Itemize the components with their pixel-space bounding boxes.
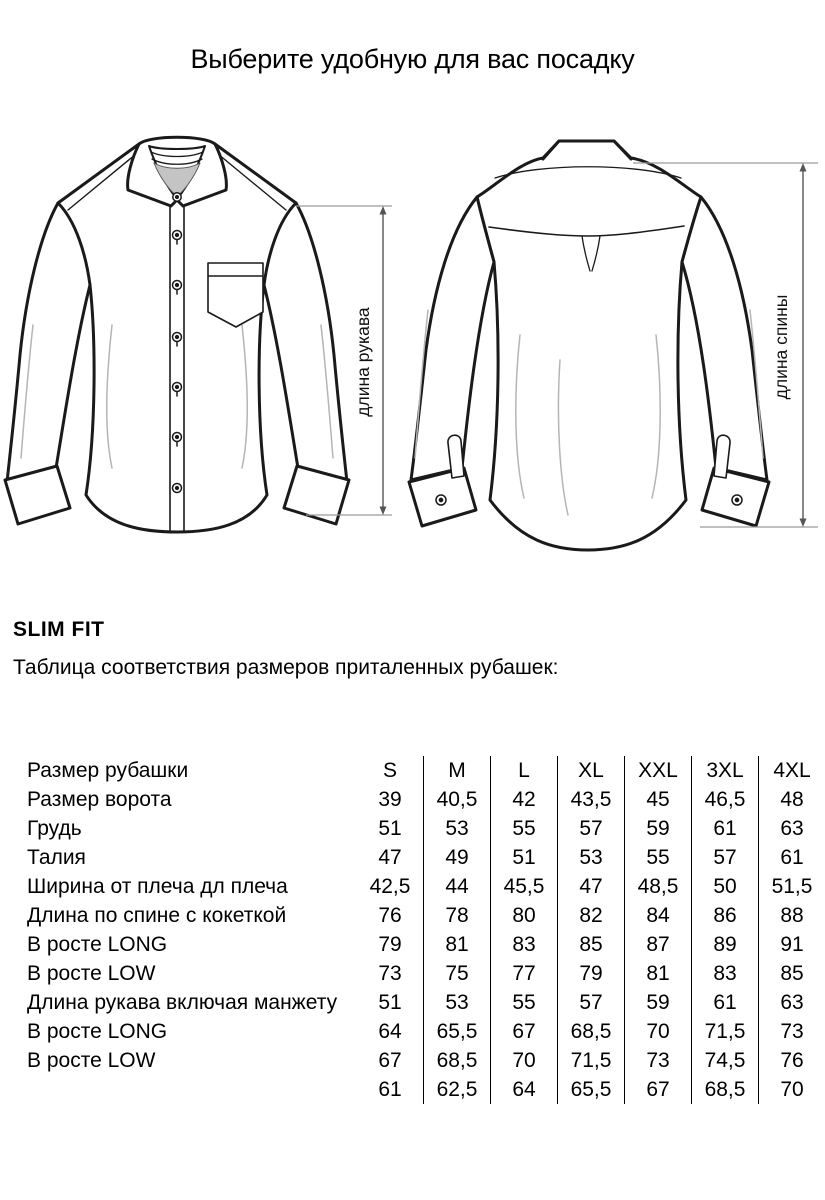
value-cell: 81	[625, 959, 692, 988]
arrow-up-icon	[380, 206, 387, 215]
size-cell: L	[491, 756, 558, 785]
value-cell: 64	[491, 1075, 558, 1104]
value-cell: 81	[424, 930, 491, 959]
value-cell: 65,5	[558, 1075, 625, 1104]
value-cell: 79	[378, 933, 402, 956]
value-cell: 47	[558, 872, 625, 901]
table-row	[27, 1017, 825, 1046]
value-cell: 74,5	[692, 1046, 759, 1075]
row-label: В росте LONG	[27, 1020, 168, 1043]
value-cell: 44	[424, 872, 491, 901]
value-cell: 53	[424, 988, 491, 1017]
value-cell: 71,5	[692, 1017, 759, 1046]
value-cell: 85	[558, 930, 625, 959]
size-cell: S	[382, 759, 397, 782]
shirt-back-illustration	[409, 141, 769, 550]
value-cell: 48,5	[625, 872, 692, 901]
value-cell: 68,5	[692, 1075, 759, 1104]
value-cell: 39	[378, 788, 402, 811]
shirt-size-diagram	[0, 100, 825, 570]
value-cell: 47	[378, 846, 402, 869]
value-cell: 83	[491, 930, 558, 959]
value-cell: 64	[378, 1020, 402, 1043]
value-cell: 53	[424, 814, 491, 843]
value-cell: 51	[378, 991, 402, 1014]
row-label: Талия	[27, 846, 86, 869]
sleeve-length-label: длина рукава	[353, 307, 373, 417]
arrow-up-icon	[800, 163, 807, 172]
value-cell: 83	[692, 959, 759, 988]
value-cell: 55	[491, 988, 558, 1017]
table-row	[27, 814, 825, 843]
value-cell: 51	[378, 817, 402, 840]
value-cell: 50	[692, 872, 759, 901]
value-cell: 61	[692, 988, 759, 1017]
size-cell: M	[424, 756, 491, 785]
value-cell: 71,5	[558, 1046, 625, 1075]
row-label: Длина по спине с кокеткой	[27, 904, 287, 927]
value-cell: 80	[491, 901, 558, 930]
value-cell: 68,5	[558, 1017, 625, 1046]
value-cell: 59	[625, 814, 692, 843]
row-label: В росте LONG	[27, 933, 168, 956]
row-label: Размер ворота	[27, 788, 172, 811]
front-sleeve-left	[7, 203, 90, 482]
value-cell: 67	[491, 1017, 558, 1046]
value-cell: 61	[378, 1078, 402, 1101]
value-cell: 67	[625, 1075, 692, 1104]
value-cell: 61	[692, 814, 759, 843]
value-cell: 87	[625, 930, 692, 959]
value-cell: 91	[759, 930, 825, 959]
table-row-header	[27, 756, 825, 785]
value-cell: 62,5	[424, 1075, 491, 1104]
page-title: Выберите удобную для вас посадку	[190, 44, 635, 74]
value-cell: 57	[558, 988, 625, 1017]
value-cell: 84	[625, 901, 692, 930]
size-cell: XL	[558, 756, 625, 785]
back-length-label: длина спины	[771, 294, 791, 400]
size-cell: 4XL	[759, 756, 825, 785]
table-row	[27, 901, 825, 930]
value-cell: 65,5	[424, 1017, 491, 1046]
value-cell: 79	[558, 959, 625, 988]
value-cell: 53	[558, 843, 625, 872]
value-cell: 73	[378, 962, 402, 985]
value-cell: 78	[424, 901, 491, 930]
table-row	[27, 930, 825, 959]
row-label: Грудь	[27, 817, 82, 840]
value-cell: 45	[625, 785, 692, 814]
table-row	[27, 1075, 825, 1104]
size-cell: XXL	[625, 756, 692, 785]
value-cell: 70	[625, 1017, 692, 1046]
value-cell: 70	[759, 1075, 825, 1104]
value-cell: 43,5	[558, 785, 625, 814]
value-cell: 49	[424, 843, 491, 872]
value-cell: 75	[424, 959, 491, 988]
value-cell: 63	[759, 988, 825, 1017]
table-row	[27, 843, 825, 872]
table-row	[27, 872, 825, 901]
table-subtitle: Таблица соответствия размеров приталенных рубашек:	[13, 656, 559, 679]
fit-heading: SLIM FIT	[13, 618, 105, 641]
value-cell: 68,5	[424, 1046, 491, 1075]
value-cell: 73	[625, 1046, 692, 1075]
value-cell: 88	[759, 901, 825, 930]
value-cell: 67	[378, 1049, 402, 1072]
arrow-down-icon	[380, 507, 387, 516]
value-cell: 51	[491, 843, 558, 872]
row-label: В росте LOW	[27, 962, 156, 985]
table-row	[27, 988, 825, 1017]
table-row	[27, 785, 825, 814]
value-cell: 57	[692, 843, 759, 872]
value-cell: 76	[378, 904, 402, 927]
value-cell: 61	[759, 843, 825, 872]
row-label: В росте LOW	[27, 1049, 156, 1072]
row-label: Длина рукава включая манжету	[27, 991, 338, 1014]
value-cell: 59	[625, 988, 692, 1017]
row-label: Размер рубашки	[27, 759, 189, 782]
value-cell: 63	[759, 814, 825, 843]
value-cell: 51,5	[759, 872, 825, 901]
value-cell: 86	[692, 901, 759, 930]
shirt-front-illustration	[5, 137, 349, 532]
value-cell: 85	[759, 959, 825, 988]
back-body	[477, 141, 701, 550]
value-cell: 42,5	[369, 875, 411, 898]
value-cell: 45,5	[491, 872, 558, 901]
table-row	[27, 1046, 825, 1075]
value-cell: 89	[692, 930, 759, 959]
table-row	[27, 959, 825, 988]
value-cell: 57	[558, 814, 625, 843]
value-cell: 48	[759, 785, 825, 814]
value-cell: 42	[491, 785, 558, 814]
value-cell: 70	[491, 1046, 558, 1075]
row-label	[27, 1075, 357, 1104]
value-cell: 55	[491, 814, 558, 843]
value-cell: 55	[625, 843, 692, 872]
value-cell: 82	[558, 901, 625, 930]
front-sleeve-right	[264, 203, 347, 482]
size-table	[27, 756, 825, 1104]
value-cell: 77	[491, 959, 558, 988]
value-cell: 76	[759, 1046, 825, 1075]
value-cell: 46,5	[692, 785, 759, 814]
size-cell: 3XL	[692, 756, 759, 785]
row-label: Ширина от плеча дл плеча	[27, 875, 288, 898]
value-cell: 40,5	[424, 785, 491, 814]
value-cell: 73	[759, 1017, 825, 1046]
arrow-down-icon	[800, 519, 807, 528]
